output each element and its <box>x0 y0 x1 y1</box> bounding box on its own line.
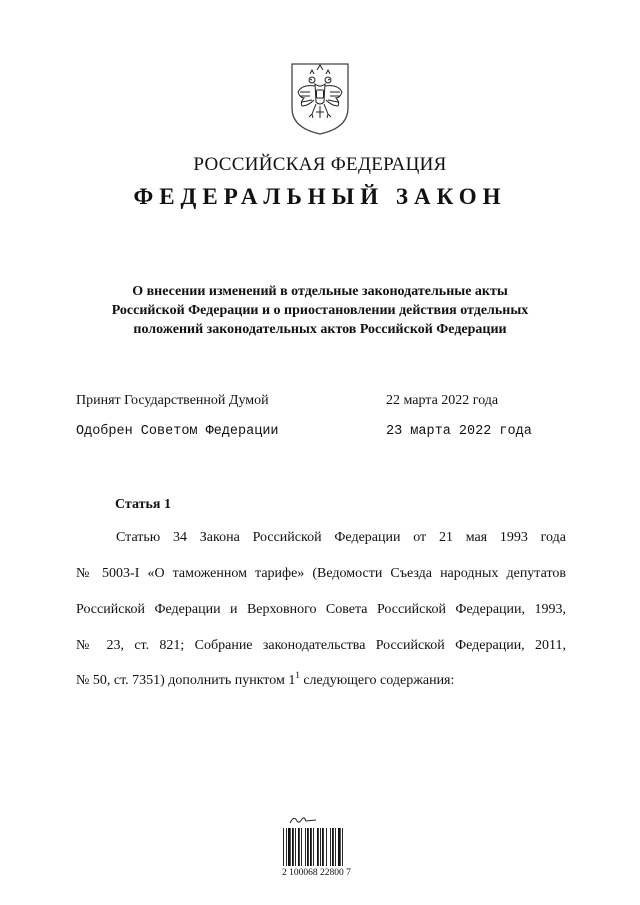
article-line: Российской Федерации и Верховного Совета Российской Федерации, 1993, <box>76 602 566 617</box>
barcode-number: 2 100068 22800 7 <box>282 868 351 878</box>
article-line-prefix: № 50, ст. 7351) дополнить пунктом 1 <box>76 673 296 688</box>
law-title-line: О внесении изменений в отдельные законодательные акты <box>132 284 508 299</box>
coat-of-arms-emblem <box>288 62 352 136</box>
adoption-date: 22 марта 2022 года <box>386 393 499 408</box>
signature-icon <box>288 814 318 826</box>
adoption-date: 23 марта 2022 года <box>386 424 532 439</box>
law-title-line: положений законодательных актов Российской Федерации <box>133 322 507 337</box>
double-headed-eagle-icon <box>288 62 352 136</box>
country-name: РОССИЙСКАЯ ФЕДЕРАЦИЯ <box>193 154 447 175</box>
law-title-line: Российской Федерации и о приостановлении действия отдельных <box>111 303 529 318</box>
adoption-label: Принят Государственной Думой <box>76 393 269 408</box>
point-superscript: 1 <box>295 670 300 680</box>
law-title <box>60 282 580 339</box>
adoption-label: Одобрен Советом Федерации <box>76 424 279 439</box>
document-type: ФЕДЕРАЛЬНЫЙ ЗАКОН <box>133 184 507 209</box>
article-line-suffix: следующего содержания: <box>299 673 455 688</box>
article-line: № 5003-I «О таможенном тарифе» (Ведомости Съезда народных депутатов <box>76 566 566 581</box>
article-line-last <box>76 670 566 689</box>
barcode-icon <box>282 828 362 866</box>
article-line: № 23, ст. 821; Собрание законодательства Российской Федерации, 2011, <box>76 638 566 653</box>
article-heading: Статья 1 <box>115 497 171 512</box>
article-line: Статью 34 Закона Российской Федерации от 21 мая 1993 года <box>116 530 566 545</box>
